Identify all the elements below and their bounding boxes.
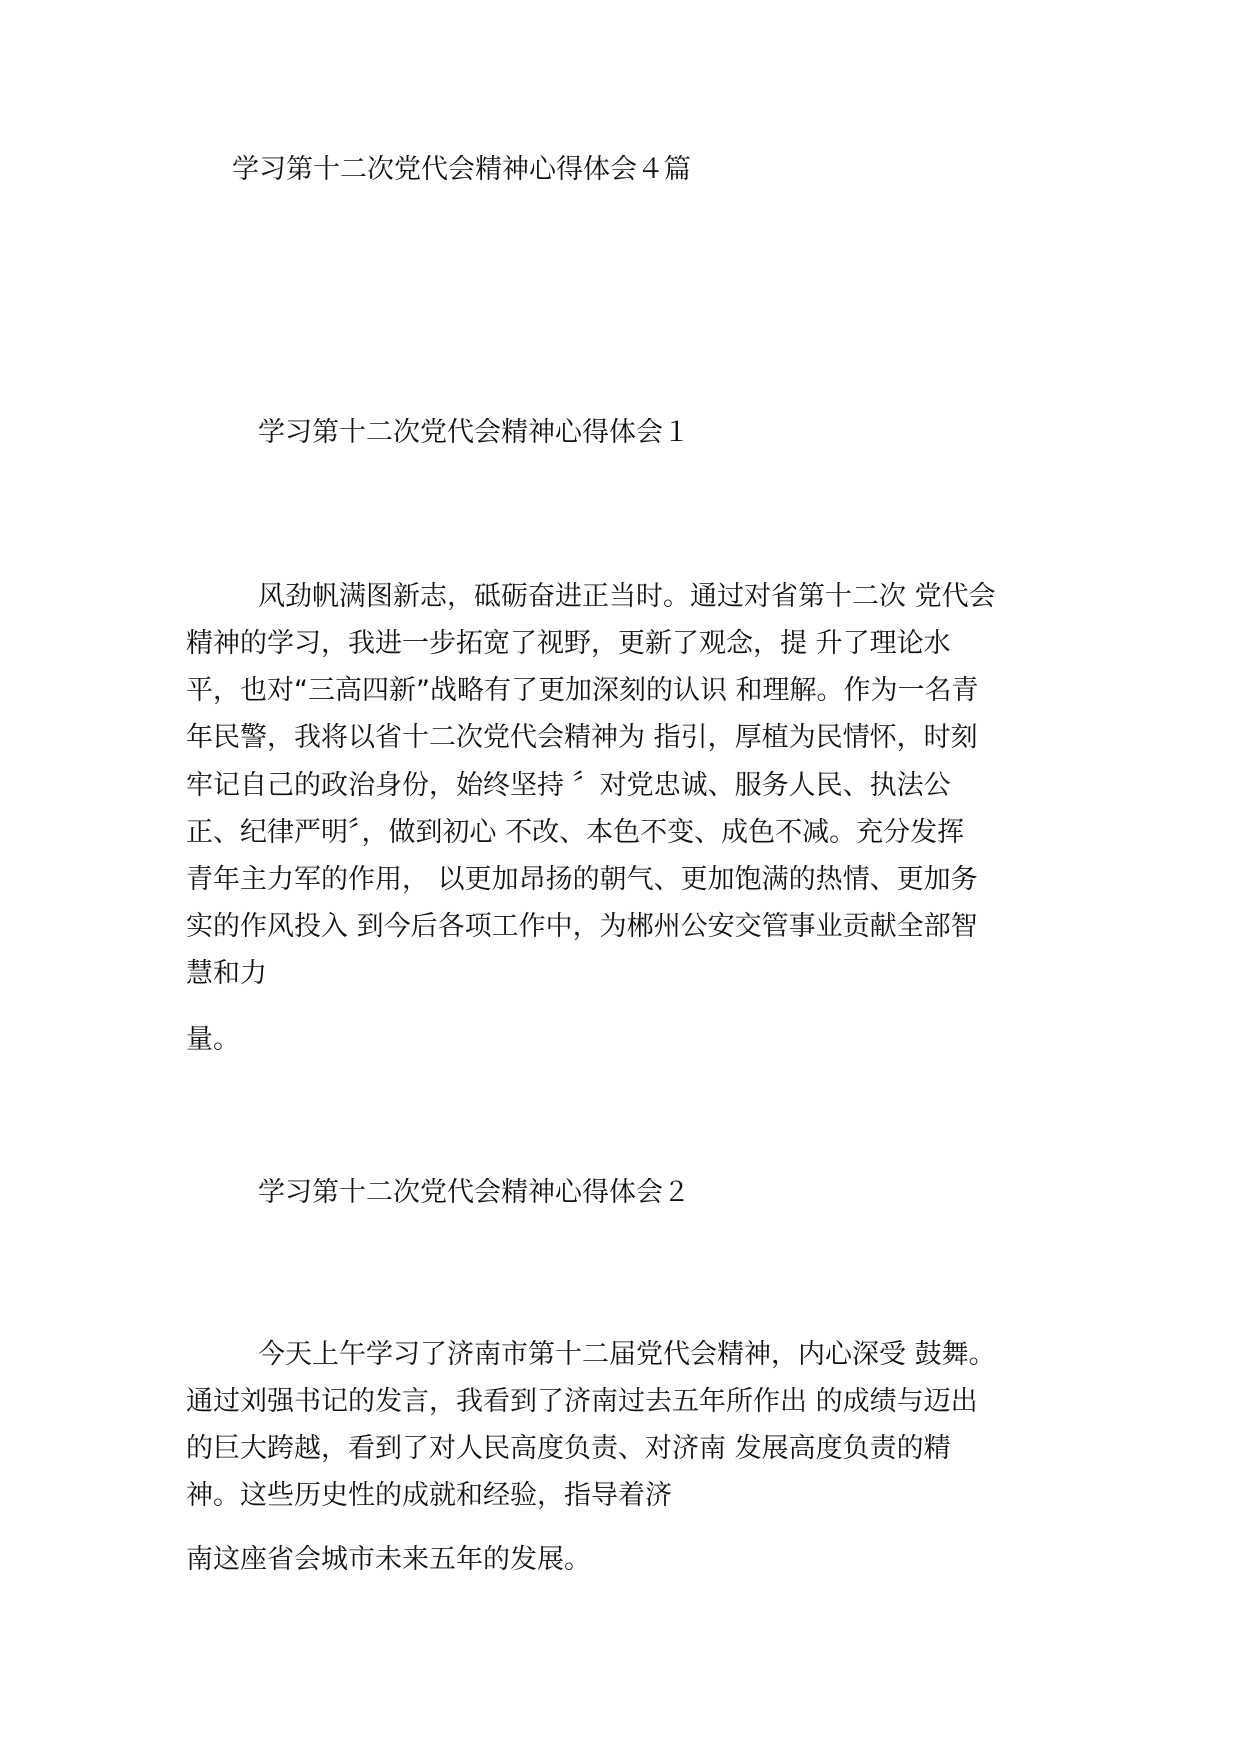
paragraph-line: 慧和力 — [186, 958, 267, 989]
paragraph-line: 实的作风投入 到今后各项工作中，为郴州公安交管事业贡献全部智 — [186, 911, 978, 942]
paragraph-line: 风劲帆满图新志，砥砺奋进正当时。通过对省第十二次 党代会 — [258, 581, 996, 612]
paragraph-line: 青年主力军的作用， 以更加昂扬的朝气、更加饱满的热情、更加务 — [186, 864, 978, 895]
section-heading-1: 学习第十二次党代会精神心得体会１ — [258, 417, 690, 448]
paragraph-line: 今天上午学习了济南市第十二届党代会精神，内心深受 鼓舞。 — [258, 1339, 996, 1370]
paragraph-line: 量。 — [186, 1024, 240, 1055]
paragraph-line: 神。这些历史性的成就和经验，指导着济 — [186, 1480, 672, 1511]
paragraph-line: 通过刘强书记的发言，我看到了济南过去五年所作出 的成绩与迈出 — [186, 1386, 978, 1417]
paragraph-line: 牢记自己的政治身份，始终坚持 〞对党忠诚、服务人民、执法公 — [186, 770, 951, 801]
paragraph-line: 南这座省会城市未来五年的发展。 — [186, 1544, 591, 1575]
paragraph-line: 的巨大跨越，看到了对人民高度负责、对济南 发展高度负责的精 — [186, 1433, 951, 1464]
paragraph-line: 年民警，我将以省十二次党代会精神为 指引，厚植为民情怀，时刻 — [186, 722, 978, 753]
paragraph-line: 正、纪律严明〞，做到初心 不改、本色不变、成色不减。充分发挥 — [186, 817, 965, 848]
paragraph-line: 精神的学习，我进一步拓宽了视野，更新了观念，提 升了理论水 — [186, 628, 951, 659]
document-title: 学习第十二次党代会精神心得体会４篇 — [232, 154, 691, 185]
section-heading-2: 学习第十二次党代会精神心得体会２ — [258, 1177, 690, 1208]
paragraph-line: 平，也对“三高四新”战略有了更加深刻的认识 和理解。作为一名青 — [186, 675, 979, 706]
